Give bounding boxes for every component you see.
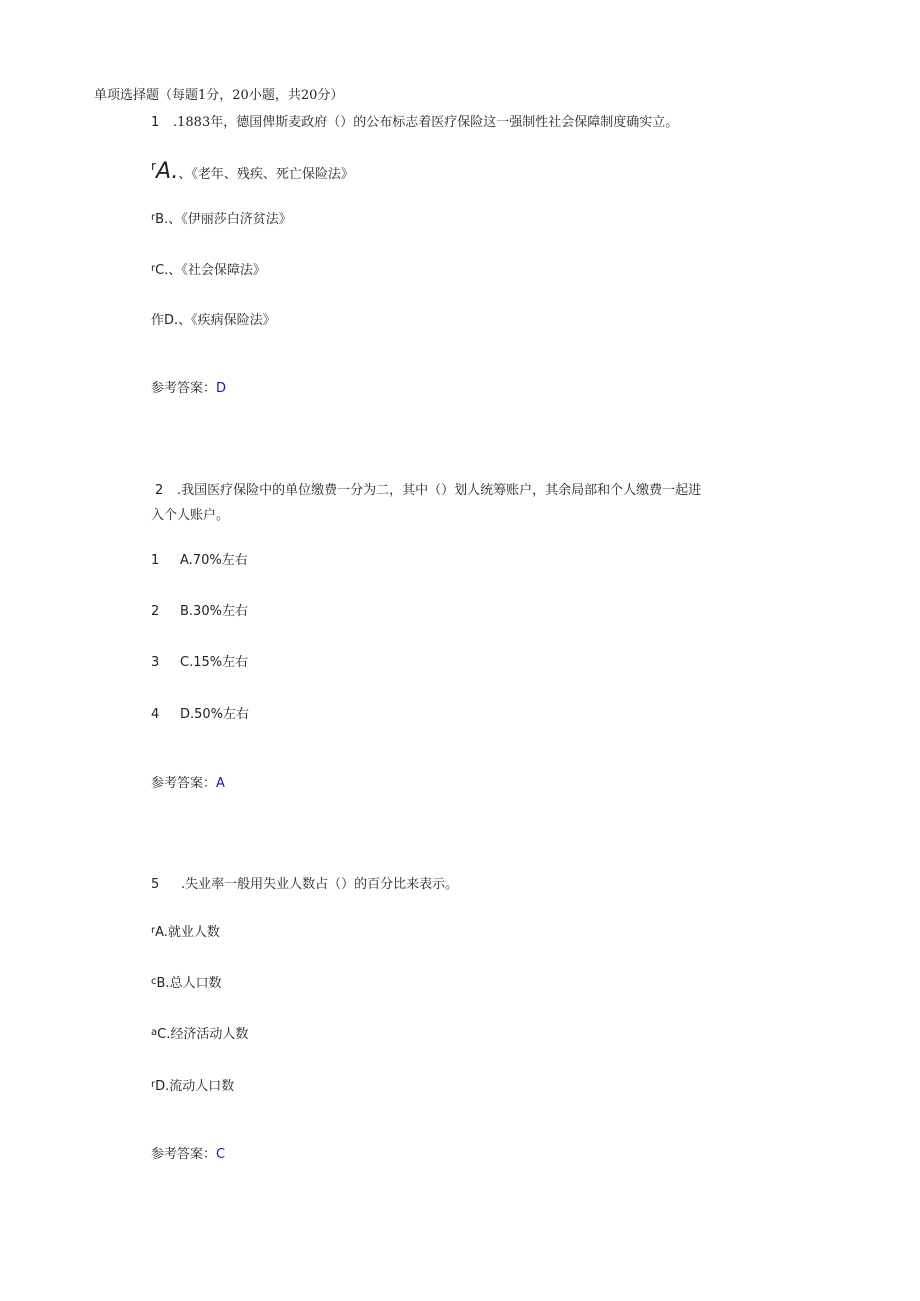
question-number: 5 <box>151 877 160 892</box>
option-text: 左右 <box>221 604 248 619</box>
option-letter: D.50% <box>180 707 224 722</box>
section-title: 单项选择题（每题1分，20小题，共20分） <box>94 88 344 103</box>
question-number: 2 <box>155 483 164 498</box>
question-1 <box>151 114 678 132</box>
option-marker: 作 <box>151 313 165 328</box>
option-text: 左右 <box>221 553 248 568</box>
question-5 <box>151 876 458 894</box>
option-letter: B. <box>156 976 170 991</box>
answer-value: C <box>216 1147 226 1162</box>
option-marker: r <box>151 1079 156 1090</box>
answer-q5 <box>151 1146 225 1164</box>
option-marker: r <box>151 212 156 223</box>
option-letter: C.15% <box>180 655 223 670</box>
question-text: .1883年，德国俾斯麦政府（）的公布标志着医疗保险这一强制性社会保障制度确实立。 <box>173 115 679 130</box>
option-text: 左右 <box>222 655 249 670</box>
option-letter: A.70% <box>180 553 222 568</box>
option-q1-d[interactable] <box>151 312 276 330</box>
question-text: .我国医疗保险中的单位缴费一分为二，其中（）划人统筹账户，其余局部和个人缴费一起进 <box>177 483 702 498</box>
option-letter: B.30% <box>180 604 222 619</box>
option-text: 、《社会保障法》 <box>168 263 266 278</box>
option-text: 、《老年、残疾、死亡保险法》 <box>178 167 354 182</box>
option-text: 经济活动人数 <box>170 1027 249 1042</box>
option-marker: 4 <box>151 707 160 722</box>
option-marker: r <box>151 159 156 173</box>
option-marker: 2 <box>151 604 160 619</box>
option-text: 、《疾病保险法》 <box>178 313 276 328</box>
option-q2-c[interactable] <box>151 654 248 672</box>
option-marker: r <box>151 263 156 274</box>
option-q1-b[interactable] <box>151 209 292 229</box>
option-q5-d[interactable] <box>151 1076 234 1096</box>
option-marker: 3 <box>151 655 160 670</box>
option-q5-b[interactable] <box>151 973 222 993</box>
option-text: 总人口数 <box>169 976 222 991</box>
option-letter: D. <box>155 1079 170 1094</box>
option-text: 就业人数 <box>167 925 220 940</box>
option-text: 流动人口数 <box>169 1079 235 1094</box>
question-text: .失业率一般用失业人数占（）的百分比来表示。 <box>181 877 459 892</box>
answer-label: 参考答案： <box>151 381 217 396</box>
answer-label: 参考答案： <box>151 776 217 791</box>
question-2 <box>151 482 701 500</box>
option-letter: C. <box>155 263 169 278</box>
question-number: 1 <box>151 115 160 130</box>
option-marker: c <box>151 976 157 987</box>
option-marker: 1 <box>151 553 160 568</box>
option-text: 左右 <box>223 707 250 722</box>
answer-q2 <box>151 775 225 793</box>
option-q5-c[interactable] <box>151 1024 248 1044</box>
option-q1-c[interactable] <box>151 260 266 280</box>
option-letter: D. <box>164 313 179 328</box>
option-marker: a <box>151 1027 158 1038</box>
option-text: 、《伊丽莎白济贫法》 <box>168 212 292 227</box>
option-q2-b[interactable] <box>151 603 248 621</box>
option-q2-a[interactable] <box>151 552 248 570</box>
option-q2-d[interactable] <box>151 706 249 724</box>
answer-value: D <box>216 381 227 396</box>
option-marker: r <box>151 925 156 936</box>
answer-value: A <box>216 776 225 791</box>
answer-label: 参考答案： <box>151 1147 217 1162</box>
option-letter: A. <box>155 159 179 184</box>
question-2-continued: 入个人账户。 <box>151 508 230 523</box>
option-letter: A. <box>155 925 168 940</box>
option-q1-a[interactable] <box>151 154 354 184</box>
option-q5-a[interactable] <box>151 922 220 942</box>
option-letter: C. <box>157 1027 171 1042</box>
answer-q1 <box>151 380 226 398</box>
option-letter: B. <box>155 212 169 227</box>
